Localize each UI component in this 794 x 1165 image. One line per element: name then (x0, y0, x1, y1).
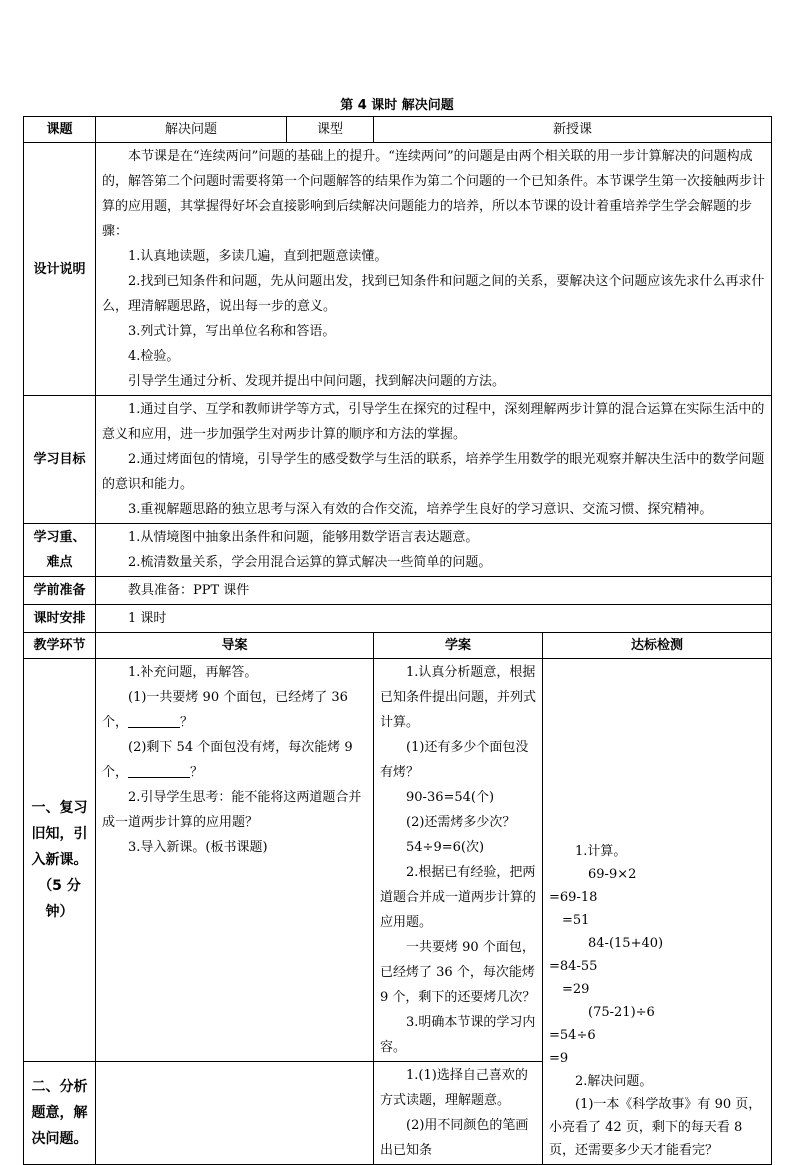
topic-row (24, 117, 772, 143)
keypoints-label-line: 难点 (46, 555, 73, 570)
prep-value: 教具准备：PPT 课件 (96, 577, 772, 605)
lesson-plan-table (23, 116, 772, 1165)
design-para: 3.列式计算，写出单位名称和答语。 (128, 324, 336, 339)
check-line: =69-18 (549, 890, 598, 905)
check-line: =51 (562, 913, 590, 928)
design-label: 设计说明 (24, 143, 96, 396)
guide-para (102, 685, 365, 735)
stage1-name-line: 旧知，引 (31, 826, 88, 842)
schedule-row (24, 605, 772, 633)
header-check: 达标检测 (543, 633, 772, 659)
prep-label: 学前准备 (24, 577, 96, 605)
keypoints-content (96, 524, 772, 577)
guide-text: ？ (180, 715, 194, 730)
goal-para: 3.重视解题思路的独立思考与深入有效的合作交流，培养学生良好的学习意识、交流习惯、探究精神。 (128, 502, 713, 517)
prep-row (24, 577, 772, 605)
stage-header-row (24, 633, 772, 659)
stage1-guide (96, 659, 374, 1062)
stage2-guide (96, 1062, 374, 1165)
guide-text: (2)剩下 54 个面包没有烤，每次能烤 9 个， (102, 740, 353, 780)
goals-label: 学习目标 (24, 396, 96, 524)
stage2-name-line: 二、分析 (31, 1079, 88, 1095)
schedule-value: 1 课时 (96, 605, 772, 633)
check-heading: 1.计算。 (575, 844, 627, 859)
header-study: 学案 (374, 633, 543, 659)
type-label: 课型 (287, 117, 374, 143)
check-content (543, 659, 772, 1165)
stage1-name-line: （5 分钟） (38, 878, 81, 920)
study-para: (2)用不同颜色的笔画出已知条 (380, 1118, 529, 1158)
study-para: 一共要烤 90 个面包，已经烤了 36 个，每次能烤 9 个，剩下的还要烤几次？ (380, 940, 536, 1005)
stage2-name-line: 题意，解 (31, 1105, 88, 1121)
check-line: (75-21)÷6 (588, 1005, 655, 1020)
stage1-name-line: 入新课。 (31, 852, 88, 868)
check-heading: 2.解决问题。 (575, 1074, 653, 1089)
check-line: =84-55 (549, 959, 598, 974)
keypoints-row (24, 524, 772, 577)
design-row (24, 143, 772, 396)
topic-label: 课题 (24, 117, 96, 143)
check-line: =9 (549, 1051, 569, 1066)
check-problem: (1)一本《科学故事》有 90 页，小亮看了 42 页，剩下的每天看 8 页，还需要多少天才能看完？ (549, 1097, 762, 1158)
stage2-study (374, 1062, 543, 1165)
goal-para: 1.通过自学、互学和教师讲学等方式，引导学生在探究的过程中，深刻理解两步计算的混合运算在实际生活中的意义和应用，进一步加强学生对两步计算的顺序和方法的掌握。 (102, 402, 765, 442)
schedule-label: 课时安排 (24, 605, 96, 633)
guide-para (102, 735, 365, 785)
stage1-name-line: 一、复习 (31, 800, 88, 816)
header-guide: 导案 (96, 633, 374, 659)
design-para: 1.认真地读题，多读几遍，直到把题意读懂。 (128, 249, 388, 264)
study-para: 3.明确本节课的学习内容。 (380, 1015, 536, 1055)
check-line: 84-(15+40) (588, 936, 664, 951)
stage2-name (24, 1062, 96, 1165)
stage2-name-line: 决问题。 (31, 1131, 88, 1147)
study-para: 1.(1)选择自己喜欢的方式读题，理解题意。 (380, 1068, 528, 1108)
page-title: 第 4 课时 解决问题 (340, 98, 454, 113)
study-para: (2)还需烤多少次？ (406, 815, 516, 830)
keypoints-label (24, 524, 96, 577)
design-para: 4.检验。 (128, 349, 180, 364)
keypoints-label-line: 学习重、 (33, 530, 86, 545)
check-line: 69-9×2 (588, 867, 637, 882)
answer-blank (128, 763, 190, 778)
stage1-row (24, 659, 772, 1062)
check-line: =54÷6 (549, 1028, 596, 1043)
study-para: (1)还有多少个面包没有烤？ (380, 740, 529, 780)
guide-text: (1)一共要烤 90 个面包，已经烤了 36 个， (102, 690, 348, 730)
answer-blank (128, 713, 180, 728)
check-line: =29 (562, 982, 590, 997)
guide-para: 3.导入新课。(板书课题) (128, 840, 268, 855)
design-para: 本节课是在“连续两问”问题的基础上的提升。“连续两问”的问题是由两个相关联的用一步计算解决的问题构成的，解答第二个问题时需要将第一个问题解答的结果作为第二个问题的一个已知条件。本节课学生第一次接触两步计算的应用题，其掌握得好坏会直接影响到后续解决问题能力的培养，所以本节课的设计着重培养学生学会解题的步骤： (102, 149, 766, 239)
design-para: 2.找到已知条件和问题，先从问题出发，找到已知条件和问题之间的关系，要解决这个问题应该先求什么再求什么，理清解题思路，说出每一步的意义。 (102, 274, 765, 314)
study-para: 90-36=54(个) (406, 790, 495, 805)
goals-content (96, 396, 772, 524)
keypoint-para: 1.从情境图中抽象出条件和问题，能够用数学语言表达题意。 (128, 530, 479, 545)
guide-text: ？ (190, 765, 204, 780)
header-stage: 教学环节 (24, 633, 96, 659)
design-content (96, 143, 772, 396)
study-para: 1.认真分析题意，根据已知条件提出问题，并列式计算。 (380, 665, 537, 730)
study-para: 54÷9=6(次) (406, 840, 485, 855)
stage1-study (374, 659, 543, 1062)
keypoint-para: 2.梳清数量关系，学会用混合运算的算式解决一些简单的问题。 (128, 555, 492, 570)
goals-row (24, 396, 772, 524)
design-para: 引导学生通过分析、发现并提出中间问题，找到解决问题的方法。 (128, 374, 506, 389)
goal-para: 2.通过烤面包的情境，引导学生的感受数学与生活的联系，培养学生用数学的眼光观察并解决生活中的数学问题的意识和能力。 (102, 452, 765, 492)
guide-para: 1.补充问题，再解答。 (128, 665, 258, 680)
stage1-name (24, 659, 96, 1062)
guide-para: 2.引导学生思考：能不能将这两道题合并成一道两步计算的应用题？ (102, 790, 362, 830)
type-value: 新授课 (374, 117, 772, 143)
study-para: 2.根据已有经验，把两道题合并成一道两步计算的应用题。 (380, 865, 537, 930)
topic-value: 解决问题 (96, 117, 287, 143)
